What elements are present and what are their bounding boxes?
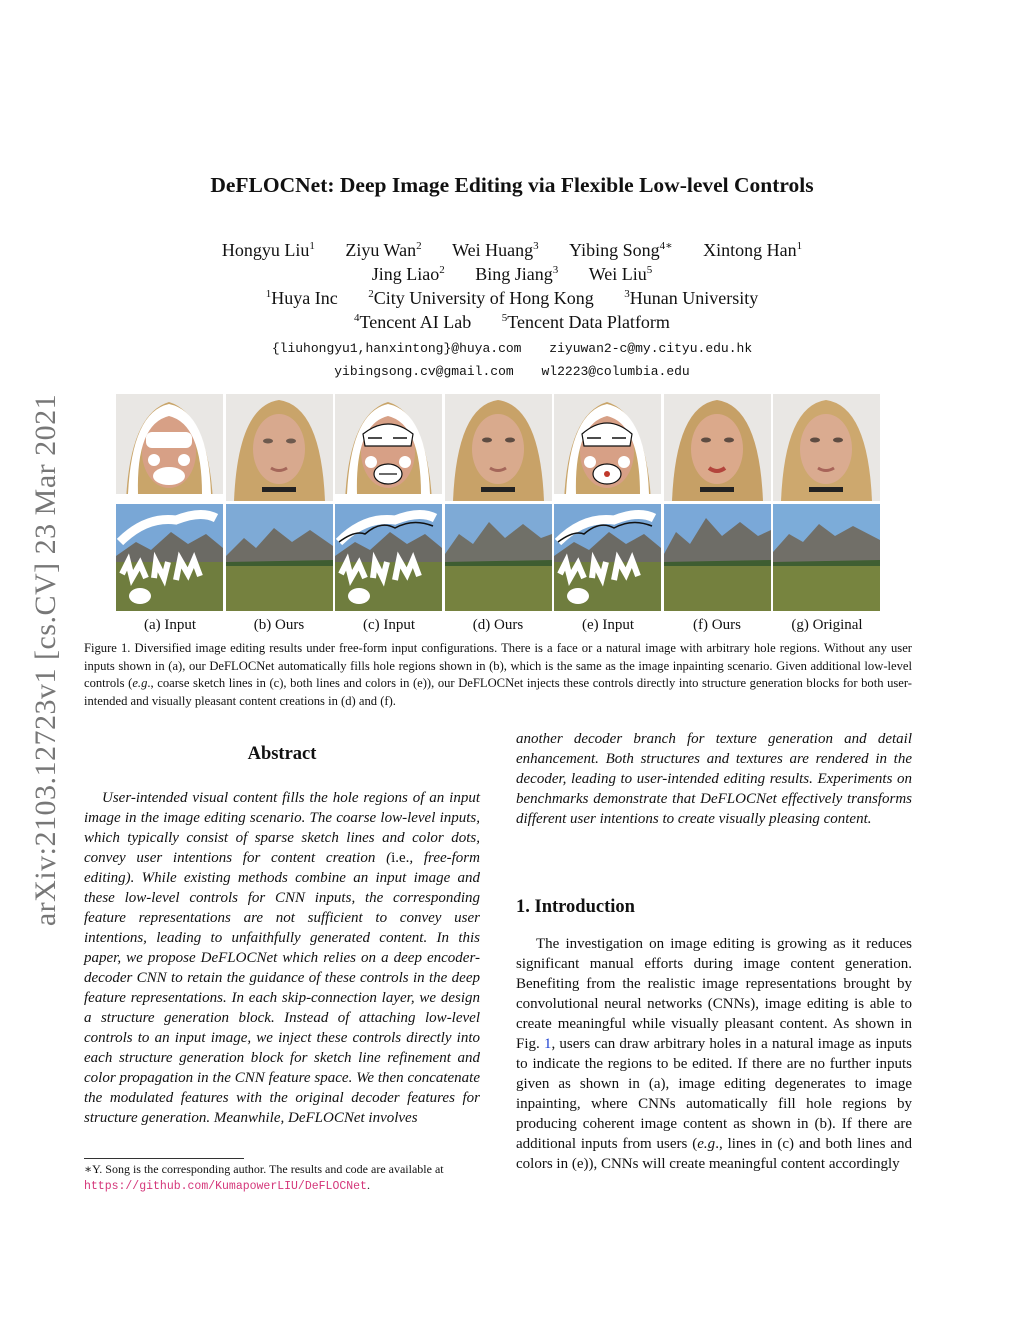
abstract-heading: Abstract (247, 744, 317, 764)
author: Yibing Song$^{4∗}$ (569, 240, 673, 260)
face-input-e (554, 394, 661, 501)
author: Wei Huang$^3$ (452, 240, 539, 260)
email: yibingsong.cv@gmail.com (334, 364, 514, 379)
landscape-result-f (664, 504, 771, 611)
introduction-heading: 1. Introduction (516, 897, 635, 917)
sublabel-a: (a) Input (143, 617, 197, 633)
face-result-b (226, 394, 333, 501)
sublabel-b: (b) Ours (253, 617, 305, 633)
affiliation: $^3$Hunan University (624, 288, 759, 308)
arxiv-identifier: arXiv:2103.12723v1 [cs.CV] 23 Mar 2021 (29, 393, 62, 927)
sublabel-c: (c) Input (362, 617, 416, 633)
figure-1-caption: Figure 1. Diversified image editing results under free-form input configurations. There is a face or a natural image with arbitrary hole regions. Without any user inputs shown in (a), our DeFLOCNet automatically fills hole regions shown in (b), which is the same as the image inpainting scenario. Given additional low-level controls (e.g., coarse sketch lines in (c), both lines and colors in (e)), our DeFLOCNet injects these controls directly into structure generation blocks for both user-intended and visually pleasant content creations in (d) and (f). (84, 641, 912, 708)
affiliations-line-1 (0, 288, 1024, 309)
author: Xintong Han$^1$ (703, 240, 803, 260)
abstract-body: User-intended visual content fills the hole regions of an input image in the image editing scenario. The coarse low-level inputs, which typically consist of sparse sketch lines and color dots, convey user intentions for content creation (i.e., free-form editing). While existing methods combine an input image and these low-level controls for CNN inputs, the corresponding feature representations are not sufficient to convey user intentions, leading to unfaithfully generated content. In this paper, we propose DeFLOCNet which relies on a deep encoder-decoder CNN to retain the guidance of these controls in the deep feature representations. In each skip-connection layer, we design a structure generation block. Instead of attaching low-level controls to an input image, we inject these controls directly into each structure generation block for sketch line refinement and color propagation in the CNN feature space. We then concatenate the modulated features with the original decoder features for structure generation. Meanwhile, DeFLOCNet involves (84, 790, 480, 1126)
authors-line-2 (0, 264, 1024, 285)
paper-title: DeFLOCNet: Deep Image Editing via Flexible Low-level Controls (210, 173, 814, 197)
landscape-input-a (116, 504, 223, 611)
landscape-input-c (335, 504, 442, 611)
author: Jing Liao$^2$ (371, 264, 445, 284)
sublabel-g: (g) Original (791, 617, 863, 633)
emails-line-2 (0, 364, 1024, 379)
email: wl2223@columbia.edu (541, 364, 690, 379)
landscape-result-b (226, 504, 333, 611)
sublabel-d: (d) Ours (472, 617, 524, 633)
author: Hongyu Liu$^1$ (221, 240, 315, 260)
affiliation: $^2$City University of Hong Kong (368, 288, 594, 308)
face-input-c (335, 394, 442, 501)
author: Bing Jiang$^3$ (475, 264, 559, 284)
face-result-d (445, 394, 552, 501)
author: Ziyu Wan$^2$ (345, 240, 422, 260)
affiliation: $^5$Tencent Data Platform (501, 312, 670, 332)
author: Wei Liu$^5$ (588, 264, 653, 284)
face-input-a (116, 394, 223, 501)
emails-line-1 (0, 341, 1024, 356)
face-result-f (664, 394, 771, 501)
introduction-body: The investigation on image editing is growing as it reduces significant manual efforts during image content generation. Benefiting from the realistic image representations brought by convolutional neural networks (CNNs), image editing is able to create meaningful while visually pleasant content. As shown in Fig. 1, users can draw arbitrary holes in a natural image as inputs to indicate the regions to be edited. If there are no further inputs given as shown in (a), image editing degenerates to image inpainting, where CNNs automatically fill hole regions by producing coherent image content as shown in (b). If there are additional inputs from users (e.g., lines in (c) and both lines and colors in (e)), CNNs will create meaningful content accordingly (516, 936, 912, 1172)
affiliation: $^4$Tencent AI Lab (354, 312, 472, 332)
figure-1-grid (116, 394, 882, 614)
code-link[interactable]: https://github.com/KumapowerLIU/DeFLOCNet (84, 1180, 367, 1193)
affiliations-line-2 (0, 312, 1024, 333)
sublabel-e: (e) Input (581, 617, 635, 633)
email: {liuhongyu1,hanxintong}@huya.com (271, 341, 522, 356)
footnote-rule (84, 1158, 244, 1159)
abstract-continued: another decoder branch for texture generation and detail enhancement. Both structures and textures are rendered in the decoder, leading to user-intended editing results. Experiments on benchmarks demonstrate that DeFLOCNet effectively transforms different user intentions to create visually pleasing content. (516, 731, 912, 827)
landscape-result-d (445, 504, 552, 611)
affiliation: $^1$Huya Inc (265, 288, 338, 308)
landscape-original-g (773, 504, 880, 611)
landscape-input-e (554, 504, 661, 611)
sublabel-f: (f) Ours (693, 617, 741, 633)
authors-line-1 (0, 240, 1024, 261)
footnote: ∗Y. Song is the corresponding author. The results and code are available at https://github.com/KumapowerLIU/DeFLOCNet. (84, 1162, 444, 1193)
face-original-g (773, 394, 880, 501)
email: ziyuwan2-c@my.cityu.edu.hk (549, 341, 753, 356)
figure-reference[interactable]: 1 (543, 1036, 552, 1052)
